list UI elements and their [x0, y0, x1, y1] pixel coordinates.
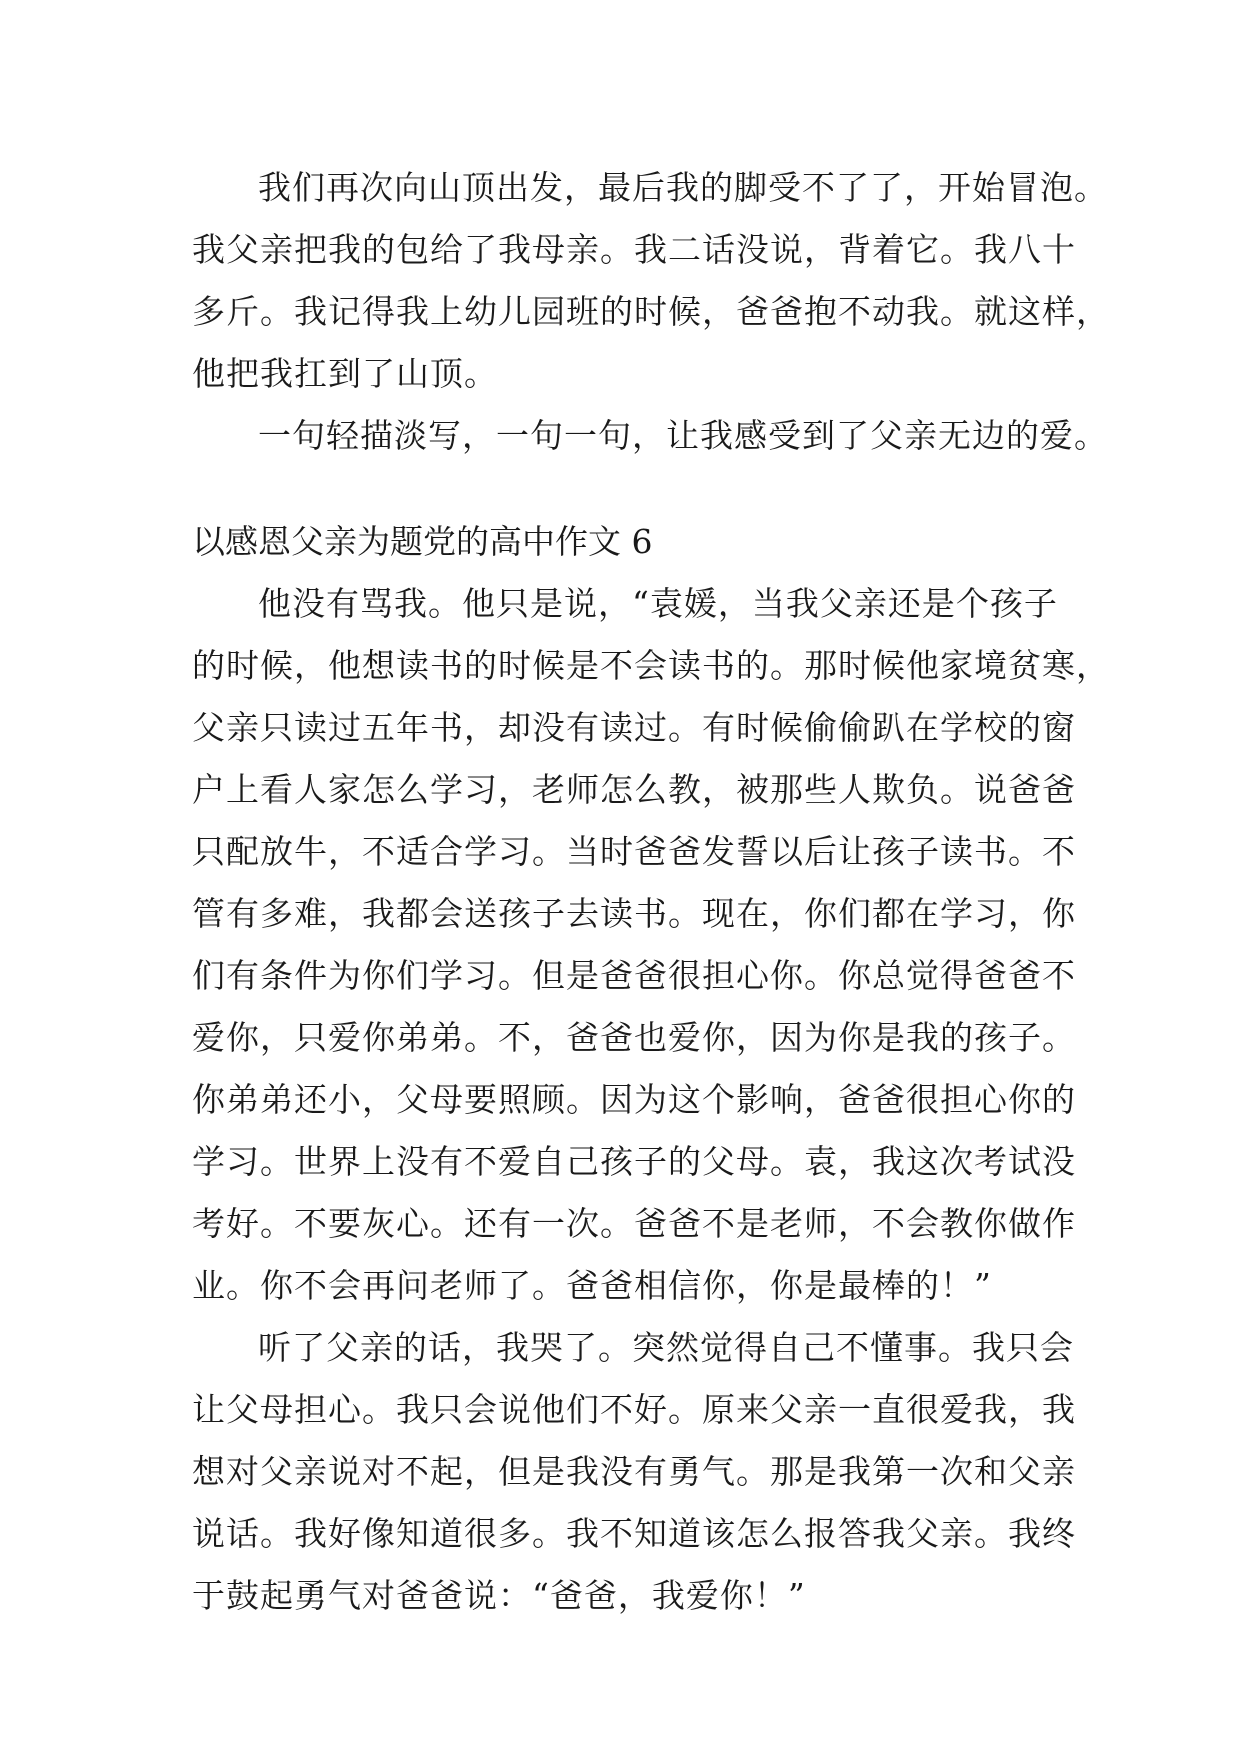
- paragraph-line: 于鼓起勇气对爸爸说：“爸爸，我爱你！”: [192, 1576, 806, 1615]
- paragraph-line: 考好。不要灰心。还有一次。爸爸不是老师，不会教你做作: [192, 1204, 1076, 1243]
- paragraph-line: 你弟弟还小，父母要照顾。因为这个影响，爸爸很担心你的: [192, 1080, 1076, 1119]
- section-heading: 以感恩父亲为题党的高中作文 6: [192, 522, 653, 561]
- paragraph-line: 一句轻描淡写，一句一句，让我感受到了父亲无边的爱。: [258, 416, 1108, 455]
- paragraph-line: 管有多难，我都会送孩子去读书。现在，你们都在学习，你: [192, 894, 1076, 933]
- paragraph-line: 只配放牛，不适合学习。当时爸爸发誓以后让孩子读书。不: [192, 832, 1076, 871]
- paragraph-line: 业。你不会再问老师了。爸爸相信你，你是最棒的！”: [192, 1266, 992, 1305]
- paragraph-line: 们有条件为你们学习。但是爸爸很担心你。你总觉得爸爸不: [192, 956, 1076, 995]
- paragraph-line: 户上看人家怎么学习，老师怎么教，被那些人欺负。说爸爸: [192, 770, 1076, 809]
- paragraph-line: 他把我扛到了山顶。: [192, 354, 498, 393]
- paragraph-line: 让父母担心。我只会说他们不好。原来父亲一直很爱我，我: [192, 1390, 1076, 1429]
- paragraph-line: 爱你，只爱你弟弟。不，爸爸也爱你，因为你是我的孩子。: [192, 1018, 1076, 1057]
- paragraph-line: 我们再次向山顶出发，最后我的脚受不了了，开始冒泡。: [258, 168, 1108, 207]
- paragraph-line: 父亲只读过五年书，却没有读过。有时候偷偷趴在学校的窗: [192, 708, 1076, 747]
- paragraph-line: 想对父亲说对不起，但是我没有勇气。那是我第一次和父亲: [192, 1452, 1076, 1491]
- paragraph-line: 学习。世界上没有不爱自己孩子的父母。袁，我这次考试没: [192, 1142, 1076, 1181]
- paragraph-line: 的时候，他想读书的时候是不会读书的。那时候他家境贫寒，: [192, 646, 1110, 685]
- paragraph-line: 多斤。我记得我上幼儿园班的时候，爸爸抱不动我。就这样，: [192, 292, 1110, 331]
- paragraph-line: 他没有骂我。他只是说，“袁媛，当我父亲还是个孩子: [258, 584, 1058, 623]
- paragraph-line: 我父亲把我的包给了我母亲。我二话没说，背着它。我八十: [192, 230, 1076, 269]
- paragraph-line: 听了父亲的话，我哭了。突然觉得自己不懂事。我只会: [258, 1328, 1074, 1367]
- paragraph-line: 说话。我好像知道很多。我不知道该怎么报答我父亲。我终: [192, 1514, 1076, 1553]
